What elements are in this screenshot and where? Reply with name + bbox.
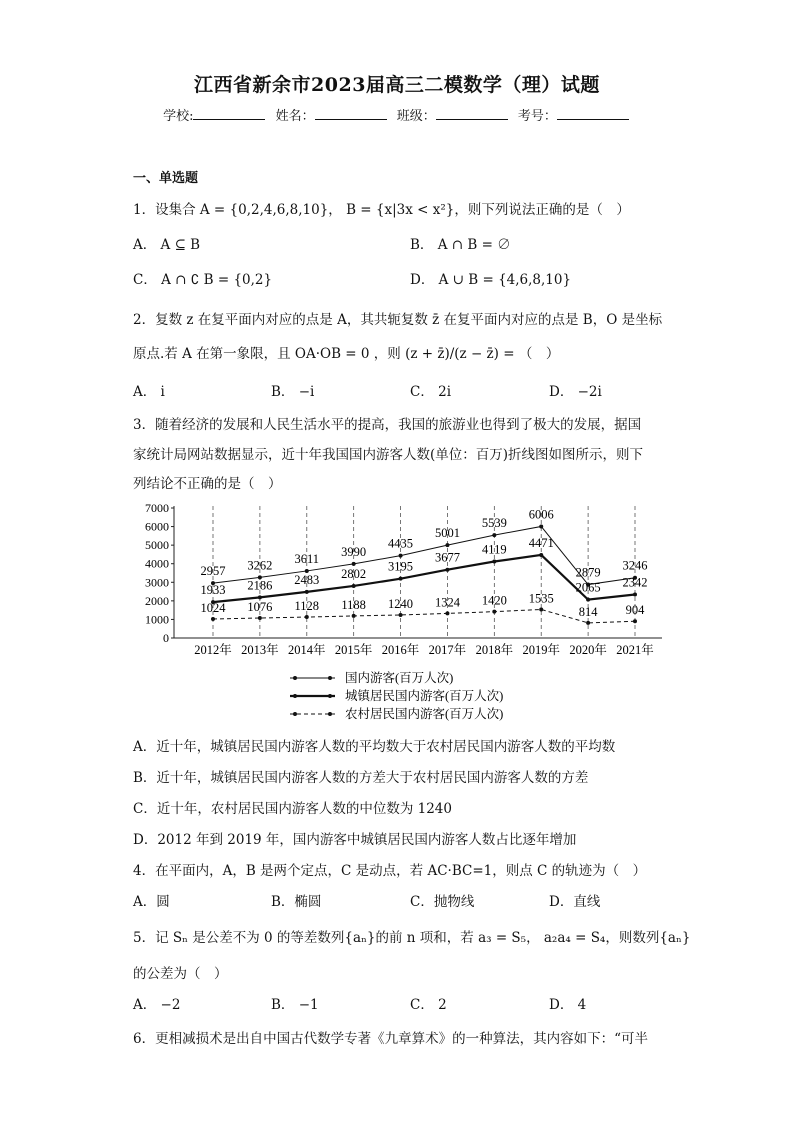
data-point [305,590,309,594]
q2-option-c: C． 2i [410,384,452,400]
class-label: 班级： [396,109,436,124]
data-label: 1188 [341,597,366,612]
data-label: 814 [578,604,598,619]
data-point [539,553,543,557]
exam-no-blank[interactable] [557,107,629,120]
x-tick-label: 2021年 [616,643,654,657]
q5-line-1: 5．记 Sₙ 是公差不为 0 的等差数列{aₙ}的前 n 项和，若 a₃ = S₅， a₂a₄ = S₄，则数列{aₙ} [133,930,691,946]
q4-option-a: A．圆 [133,894,170,910]
data-point [586,621,590,625]
data-point [305,615,309,619]
x-tick-label: 2017年 [428,643,467,657]
q3-option-c: C．近十年，农村居民国内游客人数的中位数为 1240 [133,801,452,817]
data-label: 2802 [341,566,367,581]
q2-line-1: 2．复数 z 在复平面内对应的点是 A，其共轭复数 z̄ 在复平面内对应的点是 B，O 是坐标 [133,312,663,328]
data-label: 3611 [294,551,320,566]
q4-option-b: B．椭圆 [271,894,322,910]
tourism-line-chart [130,498,675,728]
data-label: 4471 [528,535,554,550]
q2-option-d: D． −2i [549,384,602,400]
legend-label: 城镇居民国内游客(百万人次) [345,689,504,703]
data-point [539,607,543,611]
data-point [586,598,590,602]
q3-option-a: A．近十年，城镇居民国内游客人数的平均数大于农村居民国内游客人数的平均数 [133,739,616,755]
y-tick-label: 7000 [145,501,169,515]
student-info-row [0,105,794,124]
y-tick-label: 6000 [145,519,169,534]
data-point [352,562,356,566]
legend-marker [328,712,332,716]
q4-option-c: C．抛物线 [410,894,475,910]
data-point [399,554,403,558]
x-tick-label: 2018年 [475,643,514,657]
y-tick-label: 4000 [145,556,169,571]
data-label: 2483 [294,572,320,587]
q3-option-d: D．2012 年到 2019 年，国内游客中城镇居民国内游客人数占比逐年增加 [133,832,577,848]
data-point [258,595,262,599]
data-label: 2186 [247,578,273,593]
q3-line-2: 家统计局网站数据显示，近十年我国国内游客人数(单位：百万)折线图如图所示，则下 [133,447,644,463]
q4-option-d: D．直线 [549,894,601,910]
data-label: 5001 [434,526,460,541]
data-point [445,543,449,547]
q6-line-1: 6．更相减损术是出自中国古代数学专著《九章算术》的一种算法，其内容如下：“可半 [133,1031,648,1047]
q5-option-d: D． 4 [549,997,587,1013]
x-tick-label: 2015年 [334,643,373,657]
data-point [445,611,449,615]
data-label: 2879 [575,565,601,580]
q3-line-1: 3．随着经济的发展和人民生活水平的提高，我国的旅游业也得到了极大的发展，据国 [133,417,642,433]
x-tick-label: 2012年 [194,643,232,657]
x-tick-label: 2016年 [381,643,420,657]
data-label: 1076 [247,600,273,615]
data-point [399,577,403,581]
page-title: 江西省新余市2023届高三二模数学（理）试题 [194,74,600,96]
legend-label: 国内游客(百万人次) [345,671,454,685]
y-tick-label: 0 [163,631,169,645]
q2-option-a: A． i [133,384,165,400]
q1-option-d: D． A ∪ B = {4,6,8,10} [410,272,572,288]
data-label: 4435 [388,536,414,551]
q3-line-3: 列结论不正确的是（ ） [133,476,282,492]
data-label: 1933 [200,583,226,598]
name-label: 姓名： [275,109,315,124]
y-tick-label: 2000 [145,593,169,608]
data-label: 2065 [575,580,601,595]
section-title: 一、单选题 [133,171,199,186]
school-blank[interactable] [193,107,265,120]
data-label: 1240 [388,596,414,611]
q4-stem: 4．在平面内，A，B 是两个定点，C 是动点，若 AC·BC=1，则点 C 的轨迹为（ ） [133,863,647,879]
q1-option-c: C． A ∩ ∁ B = {0,2} [133,272,273,288]
q5-option-b: B． −1 [271,997,319,1013]
data-label: 1420 [481,593,507,608]
q2-line-2: 原点.若 A 在第一象限，且 OA·OB = 0 ，则 (z + z̄)/(z − z̄) = （ ） [133,346,560,362]
data-label: 2957 [200,564,226,579]
data-point [352,614,356,618]
q1-stem: 1．设集合 A = {0,2,4,6,8,10}， B = {x|3x < x²}，则下列说法正确的是（ ） [133,202,630,218]
data-label: 3246 [622,558,648,573]
class-blank[interactable] [436,107,508,120]
q5-line-2: 的公差为（ ） [133,966,228,982]
data-label: 5539 [481,516,507,531]
data-label: 3990 [341,544,367,559]
data-point [633,619,637,623]
q5-option-c: C． 2 [410,997,447,1013]
data-label: 2342 [622,575,648,590]
data-point [492,610,496,614]
x-tick-label: 2014年 [288,643,326,657]
data-point [445,568,449,572]
data-point [492,533,496,537]
data-label: 1324 [434,595,460,610]
data-point [211,617,215,621]
y-tick-label: 3000 [145,575,169,590]
data-label: 4119 [482,542,507,557]
q1-option-a: A． A ⊆ B [133,237,201,253]
q3-option-b: B．近十年，城镇居民国内游客人数的方差大于农村居民国内游客人数的方差 [133,770,589,786]
data-label: 1535 [528,591,554,606]
x-tick-label: 2013年 [241,643,279,657]
q2-option-b: B． −i [271,384,315,400]
exam-no-label: 考号： [517,109,557,124]
data-label: 3195 [388,559,414,574]
legend-label: 农村居民国内游客(百万人次) [345,707,504,721]
legend-marker [293,694,297,698]
legend-marker [328,676,332,680]
y-tick-label: 5000 [145,538,169,553]
legend-marker [328,694,332,698]
data-label: 3262 [247,558,273,573]
q1-option-b: B． A ∩ B = ∅ [410,237,511,253]
data-point [399,613,403,617]
school-label: 学校: [163,109,194,124]
data-point [492,560,496,564]
data-label: 6006 [528,507,554,522]
legend-marker [293,712,297,716]
data-label: 1128 [294,599,320,614]
data-label: 904 [625,603,645,618]
x-tick-label: 2020年 [569,643,607,657]
series-line [213,526,635,584]
q5-option-a: A． −2 [133,997,181,1013]
legend-marker [293,676,297,680]
data-point [539,524,543,528]
data-point [633,593,637,597]
series-line [213,555,635,602]
data-label: 1024 [200,600,226,615]
x-tick-label: 2019年 [522,643,560,657]
name-blank[interactable] [315,107,387,120]
y-tick-label: 1000 [145,612,169,627]
data-point [352,584,356,588]
series-line [213,609,635,622]
data-label: 3677 [434,550,460,565]
data-point [258,616,262,620]
